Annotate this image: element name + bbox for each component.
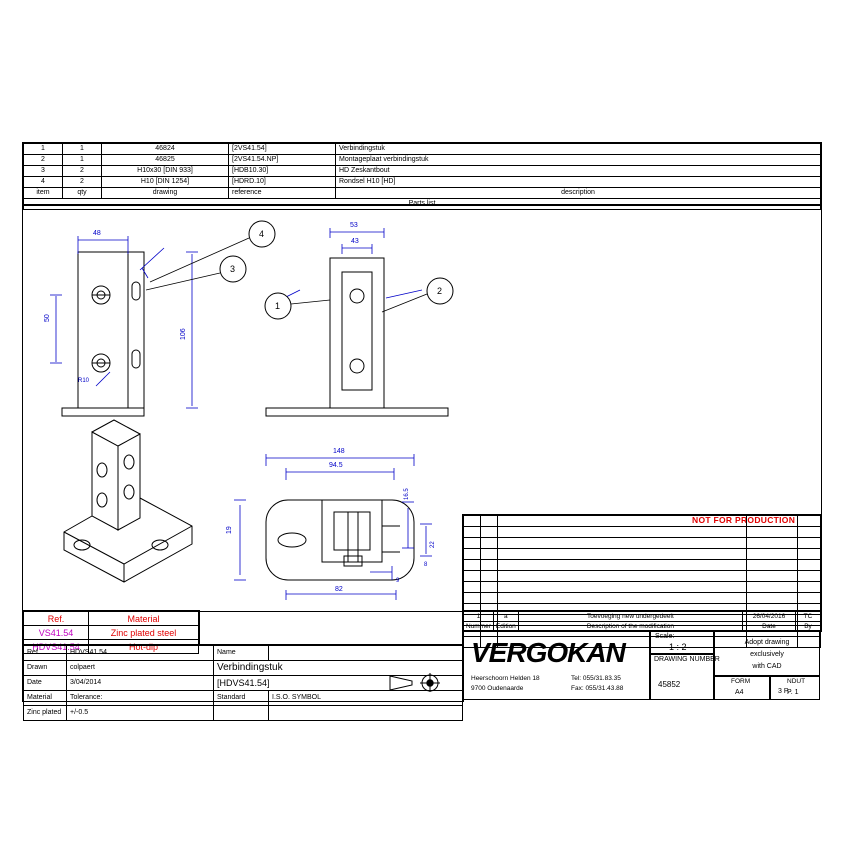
dim-top-19: 19: [226, 526, 233, 534]
info-row: [24, 706, 463, 721]
value-ref: HDVS41.54: [67, 646, 214, 661]
cell-reference: [HDRD.10]: [229, 177, 336, 188]
cell-description: Verbindingstuk: [336, 144, 821, 155]
dim-top-82: 82: [335, 586, 343, 593]
revision-row: [464, 527, 821, 538]
dim-top-165: 16.5: [404, 488, 410, 500]
rev-by-value: TC: [796, 612, 821, 622]
info-row: [24, 646, 463, 661]
cell-qty: 2: [63, 177, 102, 188]
dim-top-148: 148: [333, 448, 345, 455]
page-total: 3 P.: [778, 688, 790, 695]
cell-drawing: H10x30 [DIN 933]: [102, 166, 229, 177]
cell-description: Rondsel H10 [HD]: [336, 177, 821, 188]
ref-value-2: HDVS41.54: [24, 640, 89, 654]
scale-cell: [650, 630, 714, 654]
rev-edition-value: a: [493, 612, 518, 622]
label-date: Date: [24, 676, 67, 691]
cell-item: 4: [24, 177, 63, 188]
revision-header-table: [462, 610, 822, 632]
col-item: item: [24, 188, 63, 199]
dim-front-r10: R10: [78, 378, 90, 384]
form-value: A4: [735, 689, 744, 696]
rev-col-edition: Edition: [493, 622, 518, 632]
dim-front-48: 48: [93, 230, 101, 237]
cell-reference: [2VS41.54.NP]: [229, 155, 336, 166]
value-standard: [214, 706, 269, 721]
label-iso: I.S.O. SYMBOL: [269, 691, 463, 706]
col-drawing: drawing: [102, 188, 229, 199]
cell-qty: 1: [63, 144, 102, 155]
cell-item: 3: [24, 166, 63, 177]
not-for-production-label: NOT FOR PRODUCTION: [692, 515, 796, 525]
rev-nummer-value: 1: [464, 612, 494, 622]
rev-col-by: By: [796, 622, 821, 632]
dim-top-9: 9: [396, 578, 400, 584]
dim-top-22: 22: [430, 541, 436, 548]
company-logo: VERGOKAN: [471, 637, 625, 668]
ref-header: Ref.: [24, 612, 89, 626]
company-address-2: 9700 Oudenaarde: [471, 685, 524, 692]
label-material: Material: [24, 691, 67, 706]
cell-qty: 1: [63, 155, 102, 166]
ref-header-row: [24, 612, 199, 626]
parts-list-title: Parts list: [24, 199, 821, 210]
cell-qty: 2: [63, 166, 102, 177]
info-row: [24, 691, 463, 706]
col-description: description: [336, 188, 821, 199]
col-reference: reference: [229, 188, 336, 199]
scale-value: 1 : 2: [669, 642, 687, 652]
label-tolerance: Tolerance:: [67, 691, 214, 706]
company-fax: Fax: 055/31.43.88: [571, 685, 624, 692]
value-material: Zinc plated: [24, 706, 67, 721]
revision-row: [464, 549, 821, 560]
ndut-label: NDUT: [787, 678, 806, 685]
balloon-1: 1: [275, 301, 281, 311]
cell-reference: [HDB10.30]: [229, 166, 336, 177]
ref-material-table: [22, 610, 200, 652]
label-standard: Standard: [214, 691, 269, 706]
cell-item: 1: [24, 144, 63, 155]
revision-row: [464, 593, 821, 604]
ref-value-1: VS41.54: [24, 626, 89, 640]
cell-description: Montageplaat verbindingstuk: [336, 155, 821, 166]
title-block: [462, 630, 820, 700]
dim-front-50: 50: [44, 314, 51, 322]
company-address-1: Heerschoorn Helden 18: [471, 675, 540, 682]
revision-row: [464, 582, 821, 593]
page-current: P. 1: [787, 689, 799, 696]
dim-side-53: 53: [350, 222, 358, 229]
cell-description: HD Zeskantbout: [336, 166, 821, 177]
iso-projection-symbol-icon: [386, 672, 456, 692]
cell-item: 2: [24, 155, 63, 166]
dim-front-106: 106: [180, 328, 187, 340]
rev-desc-value: Toevoeging new undergedeelt: [518, 612, 742, 622]
cell-reference: [2VS41.54]: [229, 144, 336, 155]
ref-row: [24, 626, 199, 640]
balloon-4: 4: [259, 229, 265, 239]
label-name: Name: [214, 646, 269, 661]
form-cell: [714, 676, 770, 700]
value-name-2: [HDVS41.54]: [214, 676, 463, 691]
rev-col-nummer: Nummer: [464, 622, 494, 632]
iso-symbol-cell: [269, 706, 463, 721]
label-drawn: Drawn: [24, 661, 67, 676]
form-label: FORM: [731, 678, 751, 685]
rev-date-value: 26/04/2016: [743, 612, 796, 622]
company-cell: [462, 630, 650, 700]
revision-row: [464, 516, 821, 527]
drawing-number-value: 45852: [658, 680, 681, 689]
cell-drawing: 46825: [102, 155, 229, 166]
value-name-blank: [269, 646, 463, 661]
value-drawn: colpaert: [67, 661, 214, 676]
col-qty: qty: [63, 188, 102, 199]
scale-label: Scale:: [655, 633, 675, 640]
material-value-2: Hot-dip: [89, 640, 199, 654]
balloon-3: 3: [230, 264, 236, 274]
dim-top-945: 94.5: [329, 462, 343, 469]
balloon-2: 2: [437, 286, 443, 296]
adopt-line-3: with CAD: [752, 663, 782, 670]
label-ref: Ref.: [24, 646, 67, 661]
adopt-line-2: exclusively: [750, 651, 784, 658]
revision-entry-row: [464, 612, 821, 622]
dim-side-43: 43: [351, 238, 359, 245]
adopt-line-1: Adopt drawing: [744, 639, 790, 646]
revision-row: [464, 538, 821, 549]
revision-row: [464, 571, 821, 582]
drawing-number-label: DRAWING NUMBER: [654, 656, 720, 663]
cell-drawing: 46824: [102, 144, 229, 155]
cell-drawing: H10 [DIN 1254]: [102, 177, 229, 188]
adopt-drawing-cell: [714, 630, 820, 676]
rev-col-date: Date: [743, 622, 796, 632]
revision-row: [464, 560, 821, 571]
material-value-1: Zinc plated steel: [89, 626, 199, 640]
material-header: Material: [89, 612, 199, 626]
value-date: 3/04/2014: [67, 676, 214, 691]
rev-col-desc: Description of the modification: [518, 622, 742, 632]
revision-grid: [462, 514, 822, 612]
dim-top-8: 8: [424, 562, 428, 568]
company-tel: Tel: 055/31.83.35: [571, 675, 621, 682]
value-tolerance: +/-0.5: [67, 706, 214, 721]
value-name: Verbindingstuk: [214, 661, 463, 676]
